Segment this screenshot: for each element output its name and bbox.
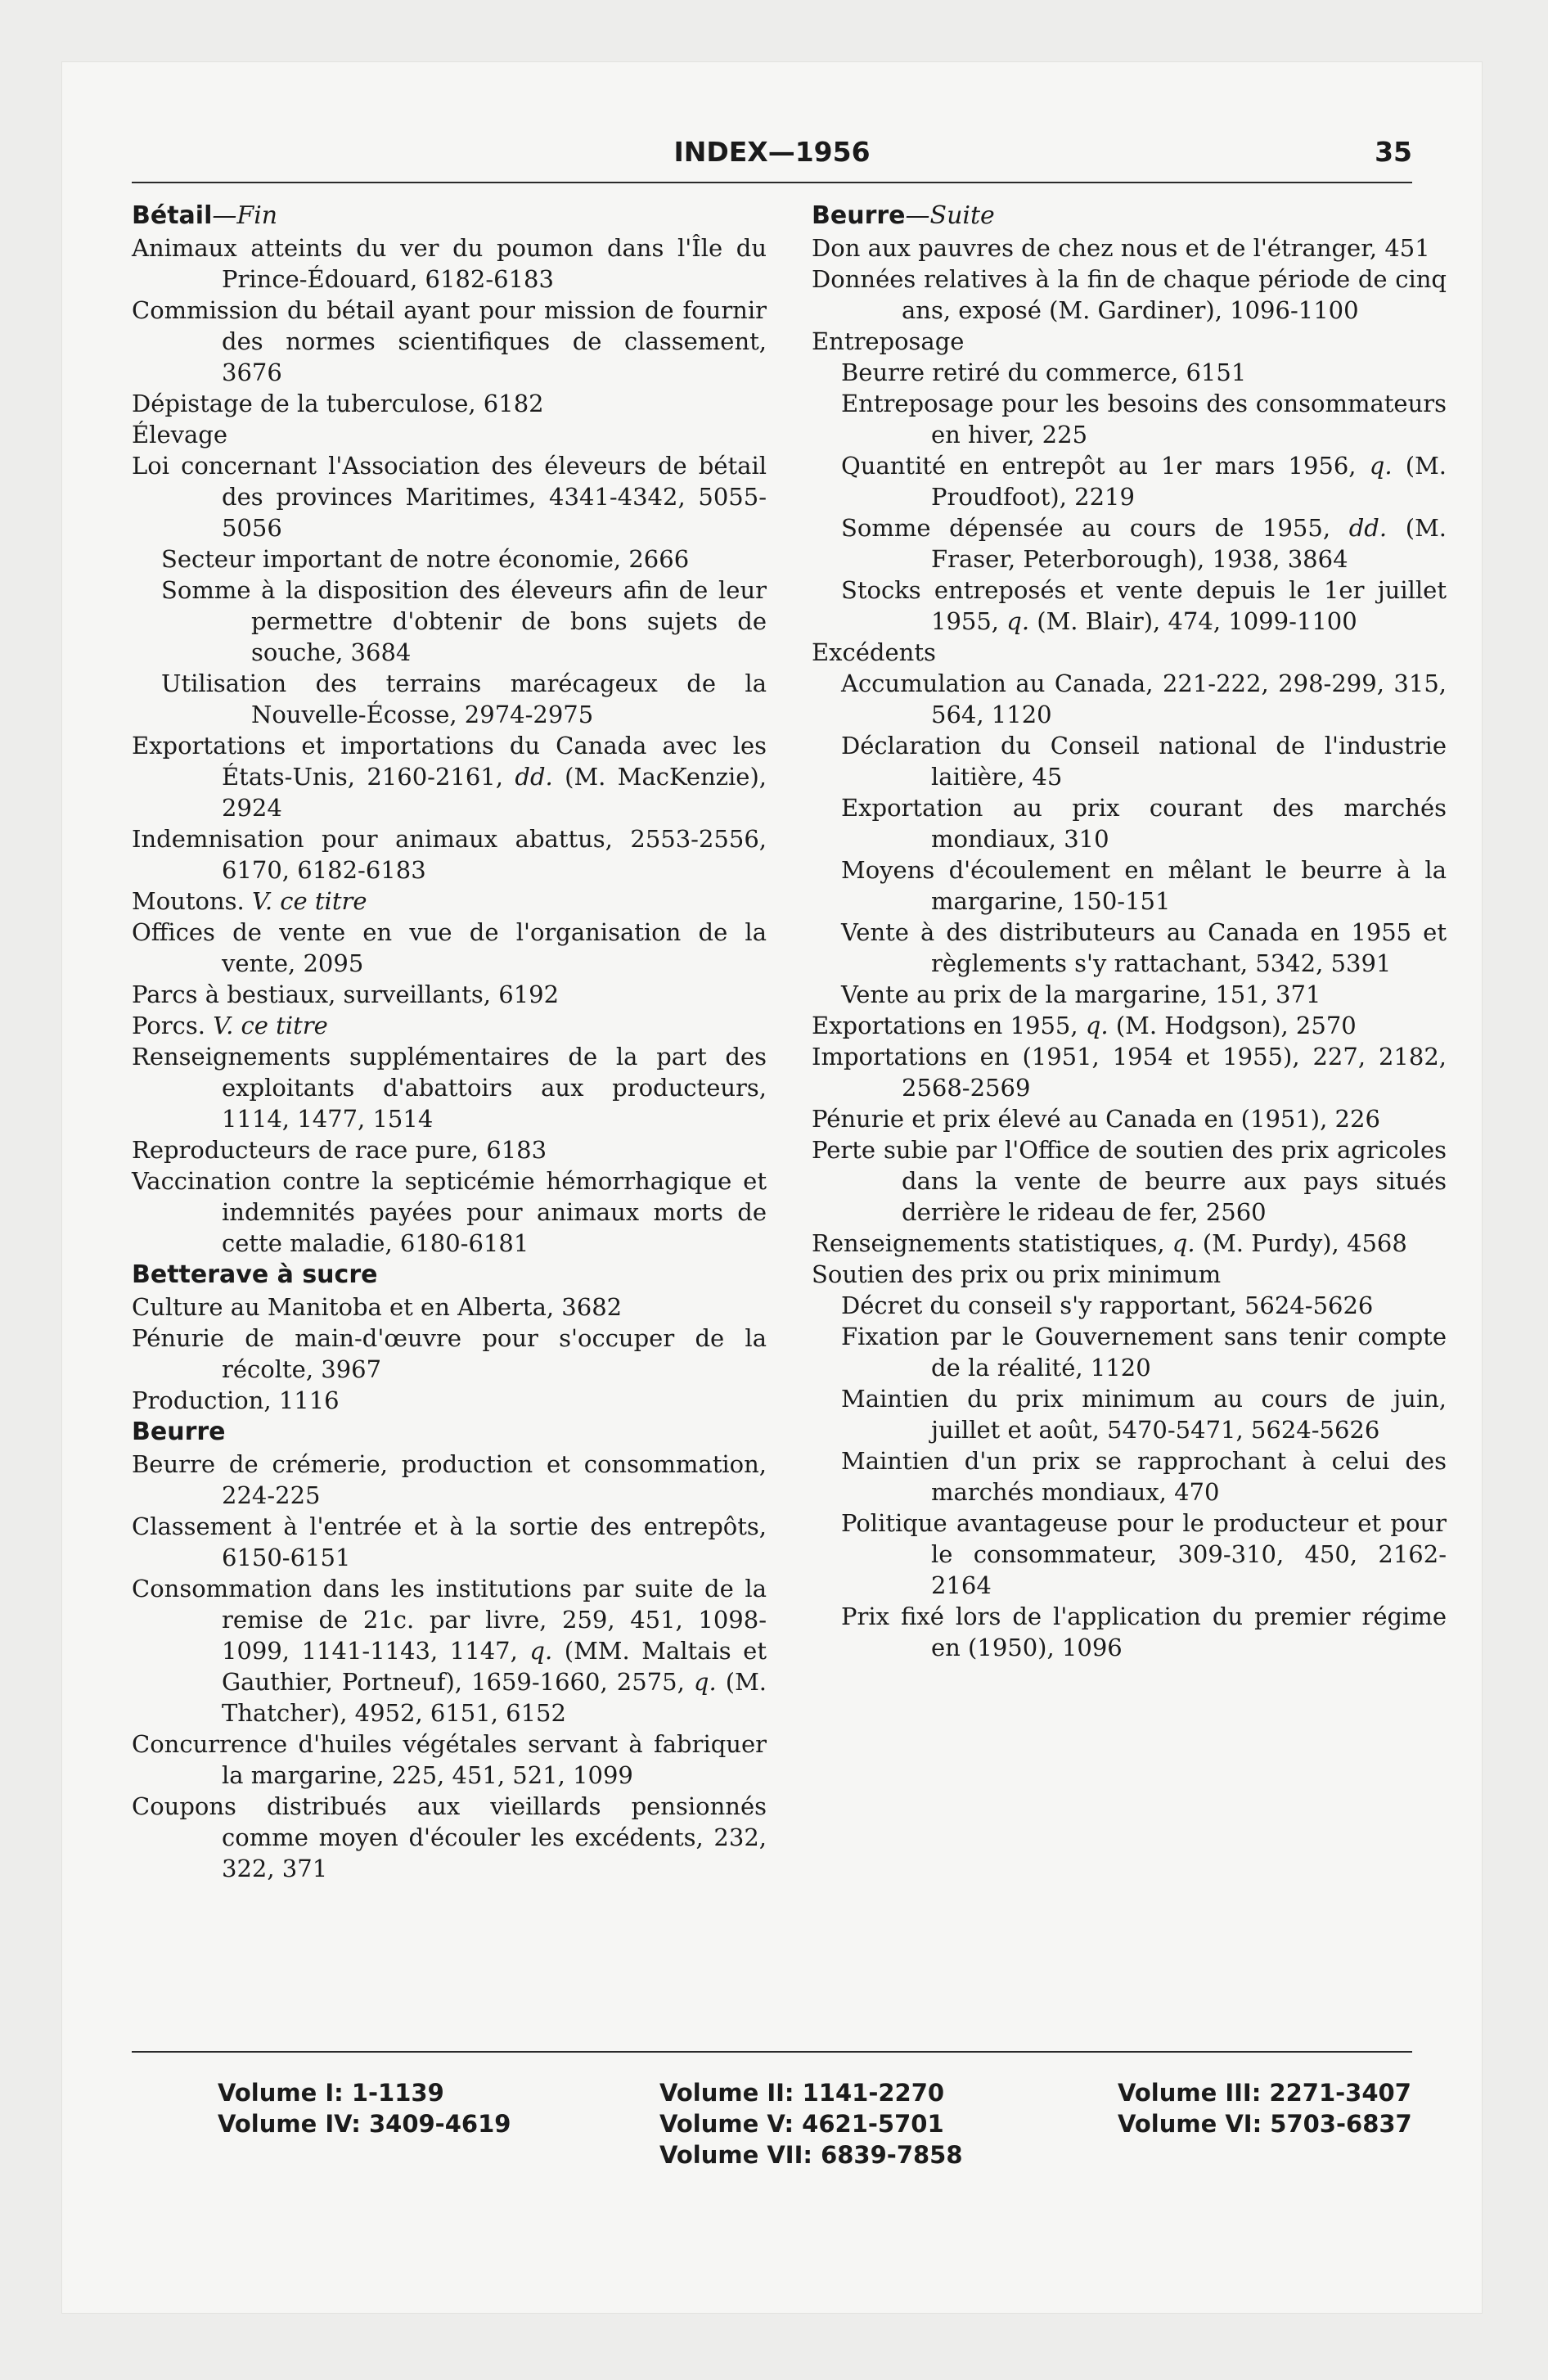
- volume-range: Volume V: 4621-5701: [659, 2110, 944, 2138]
- entry-text: Secteur important de notre économie, 2666: [161, 545, 690, 573]
- index-entry: [812, 575, 1447, 637]
- index-entry: [132, 668, 767, 730]
- entry-abbrev: V. ce titre: [251, 887, 367, 915]
- index-entry: [812, 854, 1447, 917]
- entry-text: (M. MacKenzie), 2924: [222, 763, 767, 822]
- entry-text: Quantité en entrepôt au 1er mars 1956,: [841, 452, 1370, 480]
- index-entry: [812, 668, 1447, 730]
- entry-text: Accumulation au Canada, 221-222, 298-299, 315, 564, 1120: [841, 669, 1447, 728]
- entry-text: Pénurie et prix élevé au Canada en (1951), 226: [812, 1105, 1380, 1133]
- heading-suffix: —Fin: [212, 201, 278, 230]
- index-entry: [812, 450, 1447, 512]
- entry-text: Don aux pauvres de chez nous et de l'étranger, 451: [812, 234, 1430, 262]
- index-page: [61, 61, 1483, 2314]
- section-heading: [132, 1416, 767, 1449]
- index-entry: [132, 1323, 767, 1385]
- index-entry: [812, 357, 1447, 388]
- section-heading: [812, 200, 1447, 232]
- entry-text: Indemnisation pour animaux abattus, 2553-2556, 6170, 6182-6183: [132, 825, 767, 884]
- entry-text: (M. Hodgson), 2570: [1108, 1012, 1357, 1039]
- index-entry: [132, 1134, 767, 1165]
- index-entry: [132, 295, 767, 388]
- volume-range: Volume I: 1-1139: [218, 2079, 444, 2107]
- entry-text: Classement à l'entrée et à la sortie des entrepôts, 6150-6151: [132, 1512, 767, 1571]
- entry-abbrev: q.: [1006, 607, 1030, 635]
- entry-text: (M. Proudfoot), 2219: [931, 452, 1447, 511]
- entry-abbrev: q.: [1172, 1229, 1195, 1257]
- entry-text: Élevage: [132, 421, 228, 449]
- index-entry: [132, 1449, 767, 1511]
- volume-range: Volume IV: 3409-4619: [218, 2110, 511, 2138]
- index-entry: [812, 1010, 1447, 1041]
- index-entry: [132, 730, 767, 823]
- heading-term: Beurre: [812, 201, 906, 230]
- entry-text: Vaccination contre la septicémie hémorrhagique et indemnités payées pour animaux morts de cette maladie, 6180-6181: [132, 1167, 767, 1257]
- index-entry: [132, 886, 767, 917]
- entry-text: Beurre retiré du commerce, 6151: [841, 358, 1247, 386]
- entry-text: Animaux atteints du ver du poumon dans l'Île du Prince-Édouard, 6182-6183: [132, 234, 767, 293]
- entry-text: Perte subie par l'Office de soutien des prix agricoles dans la vente de beurre aux pays situés derrière le rideau de fer, 2560: [812, 1136, 1447, 1226]
- entry-text: Consommation dans les institutions par suite de la remise de 21c. par livre, 259, 451, 1098-1099, 1141-1143, 1147,: [132, 1575, 767, 1665]
- index-subheading: [812, 326, 1447, 357]
- entry-text: Somme dépensée au cours de 1955,: [841, 514, 1349, 542]
- index-entry: [812, 1383, 1447, 1445]
- entry-text: (M. Fraser, Peterborough), 1938, 3864: [931, 514, 1447, 573]
- entry-text: (MM. Maltais et Gauthier, Portneuf), 1659-1660, 2575,: [222, 1637, 767, 1696]
- page-header: [132, 128, 1412, 183]
- entry-abbrev: dd.: [515, 763, 553, 791]
- index-entry: [812, 264, 1447, 326]
- heading-term: Betterave à sucre: [132, 1260, 378, 1289]
- entry-text: Stocks entreposés et vente depuis le 1er juillet 1955,: [841, 576, 1447, 635]
- entry-text: (M. Thatcher), 4952, 6151, 6152: [222, 1668, 767, 1727]
- heading-suffix: —Suite: [905, 201, 995, 230]
- index-entry: [132, 1511, 767, 1573]
- entry-text: Exportations et importations du Canada avec les États-Unis, 2160-2161,: [132, 732, 767, 791]
- entry-text: Loi concernant l'Association des éleveurs de bétail des provinces Maritimes, 4341-4342, 5055-5056: [132, 452, 767, 542]
- entry-text: Culture au Manitoba et en Alberta, 3682: [132, 1293, 623, 1321]
- index-entry: [812, 1321, 1447, 1383]
- index-entry: [132, 823, 767, 886]
- volume-range: Volume III: 2271-3407: [1118, 2079, 1411, 2107]
- page-number: 35: [1375, 136, 1412, 168]
- entry-text: (M. Purdy), 4568: [1195, 1229, 1407, 1257]
- entry-text: Décret du conseil s'y rapportant, 5624-5626: [841, 1291, 1374, 1319]
- entry-text: Parcs à bestiaux, surveillants, 6192: [132, 980, 560, 1008]
- entry-abbrev: q.: [693, 1668, 717, 1696]
- index-entry: [812, 792, 1447, 854]
- right-column: [812, 200, 1447, 1663]
- index-entry: [812, 1508, 1447, 1601]
- entry-abbrev: q.: [1369, 452, 1393, 480]
- index-subheading: [812, 637, 1447, 668]
- entry-text: Moyens d'écoulement en mêlant le beurre à la margarine, 150-151: [841, 856, 1447, 915]
- index-entry: [132, 575, 767, 668]
- heading-term: Bétail: [132, 201, 213, 230]
- index-entry: [132, 1165, 767, 1259]
- left-column: [132, 200, 767, 1884]
- entry-text: Commission du bétail ayant pour mission de fournir des normes scientifiques de classement, 3676: [132, 296, 767, 386]
- index-entry: [132, 1729, 767, 1791]
- entry-text: (M. Blair), 474, 1099-1100: [1029, 607, 1357, 635]
- volume-legend: [132, 2077, 1412, 2184]
- index-entry: [812, 1228, 1447, 1259]
- index-entry: [132, 917, 767, 979]
- entry-text: Concurrence d'huiles végétales servant à fabriquer la margarine, 225, 451, 521, 1099: [132, 1730, 767, 1789]
- entry-text: Vente à des distributeurs au Canada en 1955 et règlements s'y rattachant, 5342, 5391: [841, 918, 1447, 977]
- index-entry: [812, 1134, 1447, 1228]
- entry-text: Prix fixé lors de l'application du premier régime en (1950), 1096: [841, 1602, 1447, 1661]
- entry-text: Beurre de crémerie, production et consommation, 224-225: [132, 1450, 767, 1509]
- entry-text: Déclaration du Conseil national de l'industrie laitière, 45: [841, 732, 1447, 791]
- entry-text: Production, 1116: [132, 1386, 340, 1414]
- index-entry: [132, 450, 767, 543]
- entry-text: Données relatives à la fin de chaque période de cinq ans, exposé (M. Gardiner), 1096-1100: [812, 265, 1447, 324]
- entry-abbrev: V. ce titre: [213, 1012, 328, 1039]
- entry-text: Porcs.: [132, 1012, 214, 1039]
- index-entry: [812, 1290, 1447, 1321]
- page-title: INDEX—1956: [673, 136, 871, 168]
- index-subheading: [812, 1259, 1447, 1290]
- entry-text: Dépistage de la tuberculose, 6182: [132, 390, 544, 417]
- index-entry: [132, 232, 767, 295]
- entry-text: Utilisation des terrains marécageux de la Nouvelle-Écosse, 2974-2975: [161, 669, 767, 728]
- index-entry: [132, 1385, 767, 1416]
- index-entry: [132, 388, 767, 419]
- entry-text: Renseignements statistiques,: [812, 1229, 1172, 1257]
- footer-divider: [132, 2051, 1412, 2053]
- volume-column-1: [218, 2077, 511, 2139]
- index-entry: [132, 1791, 767, 1884]
- entry-abbrev: q.: [1085, 1012, 1109, 1039]
- entry-text: Entreposage: [812, 327, 965, 355]
- entry-text: Soutien des prix ou prix minimum: [812, 1260, 1222, 1288]
- entry-text: Reproducteurs de race pure, 6183: [132, 1136, 547, 1164]
- entry-text: Pénurie de main-d'œuvre pour s'occuper de la récolte, 3967: [132, 1324, 767, 1383]
- section-heading: [132, 200, 767, 232]
- index-entry: [812, 917, 1447, 979]
- entry-abbrev: dd.: [1348, 514, 1388, 542]
- entry-text: Vente au prix de la margarine, 151, 371: [841, 980, 1321, 1008]
- index-entry: [812, 730, 1447, 792]
- entry-text: Coupons distribués aux vieillards pensionnés comme moyen d'écouler les excédents, 232, 322, 371: [132, 1792, 767, 1882]
- entry-abbrev: q.: [529, 1637, 553, 1665]
- entry-text: Excédents: [812, 638, 936, 666]
- index-entry: [812, 1041, 1447, 1103]
- entry-text: Entreposage pour les besoins des consommateurs en hiver, 225: [841, 390, 1447, 449]
- index-entry: [812, 388, 1447, 450]
- heading-term: Beurre: [132, 1418, 226, 1446]
- entry-text: Offices de vente en vue de l'organisation de la vente, 2095: [132, 918, 767, 977]
- volume-column-3: [1118, 2077, 1412, 2139]
- index-subheading: [132, 419, 767, 450]
- entry-text: Importations en (1951, 1954 et 1955), 227, 2182, 2568-2569: [812, 1043, 1447, 1102]
- index-entry: [812, 1103, 1447, 1134]
- section-heading: [132, 1259, 767, 1291]
- entry-text: Maintien d'un prix se rapprochant à celui des marchés mondiaux, 470: [841, 1447, 1447, 1506]
- entry-text: Politique avantageuse pour le producteur et pour le consommateur, 309-310, 450, 2162-2164: [841, 1509, 1447, 1599]
- index-entry: [812, 1445, 1447, 1508]
- entry-text: Exportations en 1955,: [812, 1012, 1086, 1039]
- volume-range: Volume VI: 5703-6837: [1118, 2110, 1412, 2138]
- entry-text: Somme à la disposition des éleveurs afin de leur permettre d'obtenir de bons sujets de souche, 3684: [161, 576, 767, 666]
- volume-range: Volume VII: 6839-7858: [659, 2141, 963, 2169]
- index-entry: [132, 1041, 767, 1134]
- entry-text: Fixation par le Gouvernement sans tenir compte de la réalité, 1120: [841, 1323, 1447, 1382]
- index-entry: [132, 979, 767, 1010]
- index-entry: [132, 543, 767, 575]
- index-entry: [812, 232, 1447, 264]
- entry-text: Exportation au prix courant des marchés mondiaux, 310: [841, 794, 1447, 853]
- index-entry: [132, 1010, 767, 1041]
- entry-text: Renseignements supplémentaires de la part des exploitants d'abattoirs aux producteurs, 1114, 1477, 1514: [132, 1043, 767, 1133]
- index-entry: [132, 1291, 767, 1323]
- index-entry: [812, 1601, 1447, 1663]
- volume-column-2: [659, 2077, 963, 2170]
- index-entry: [812, 512, 1447, 575]
- entry-text: Moutons.: [132, 887, 252, 915]
- index-entry: [812, 979, 1447, 1010]
- entry-text: Maintien du prix minimum au cours de juin, juillet et août, 5470-5471, 5624-5626: [841, 1385, 1447, 1444]
- index-entry: [132, 1573, 767, 1729]
- volume-range: Volume II: 1141-2270: [659, 2079, 945, 2107]
